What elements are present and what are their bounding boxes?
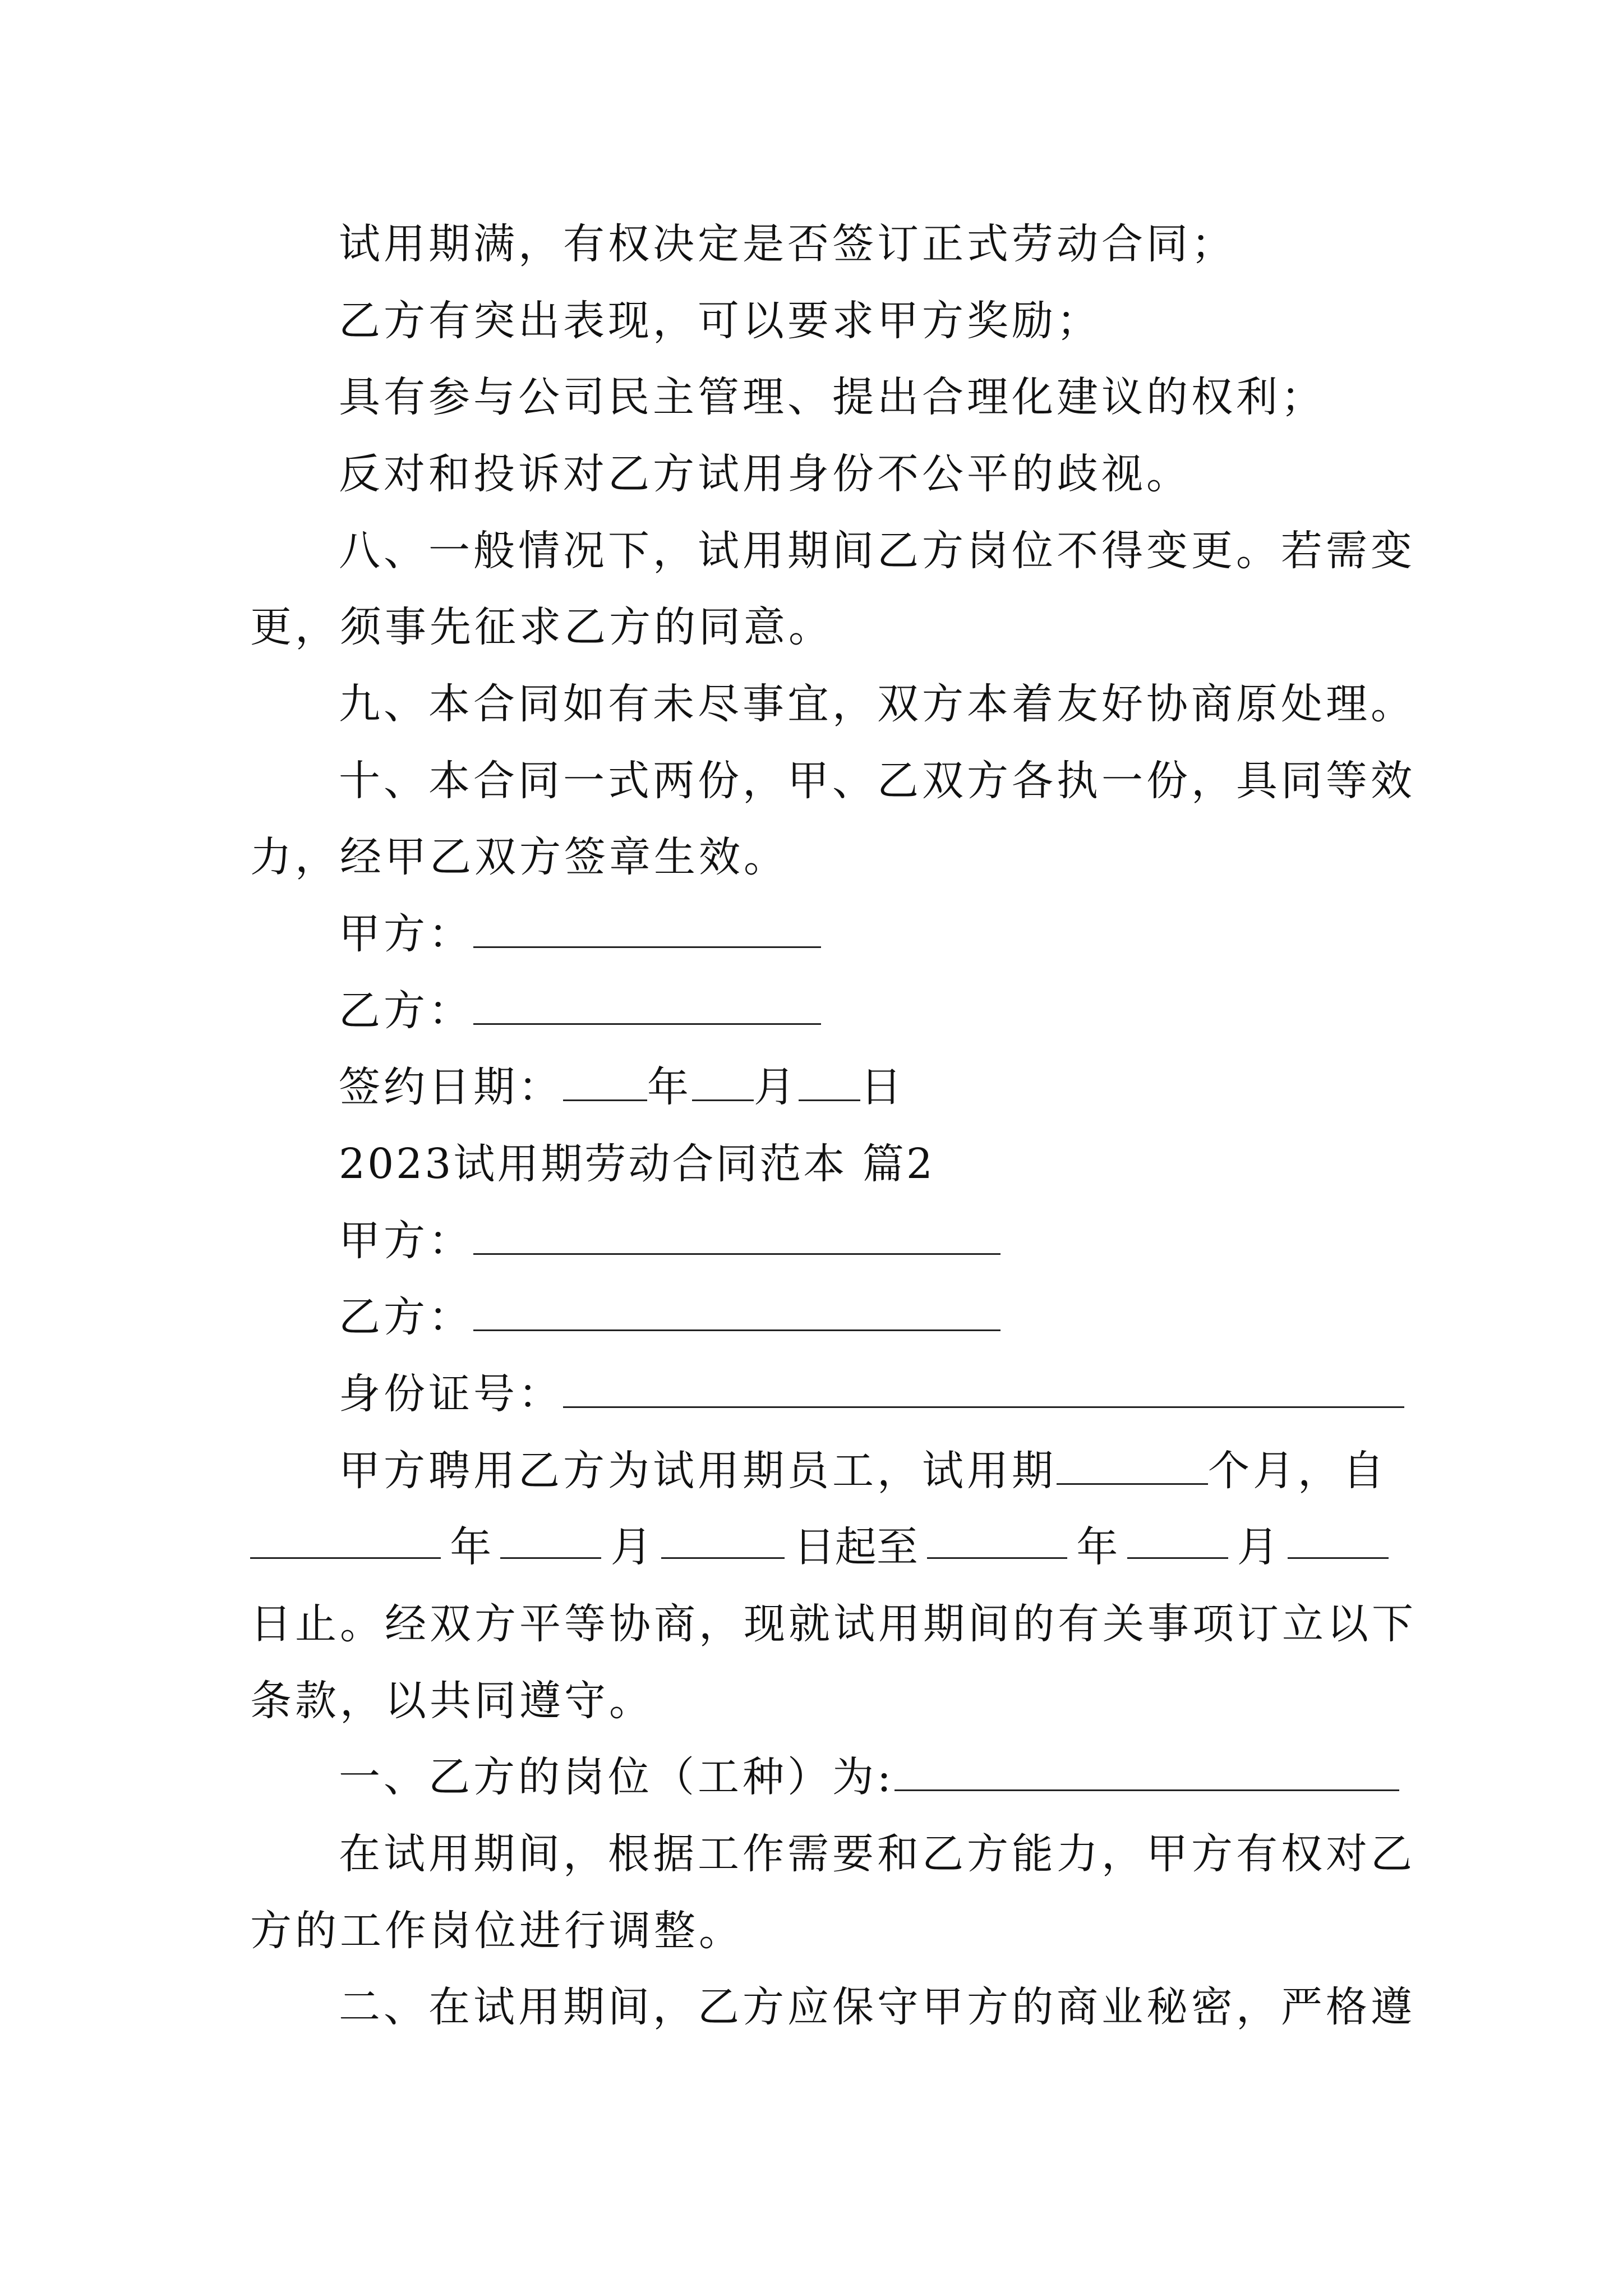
signature-party-a <box>339 906 1389 962</box>
probation-period-line <box>339 1443 1389 1499</box>
sign-date <box>339 1059 1389 1115</box>
text-line: 九、本合同如有未尽事宜，双方本着友好协商原处理。 <box>339 680 1415 728</box>
text-line: 力，经甲乙双方签章生效。 <box>250 833 789 881</box>
sign-date-day-blank[interactable] <box>799 1061 860 1101</box>
start-year-blank[interactable] <box>250 1519 441 1559</box>
signature-party-b <box>339 983 1389 1039</box>
id-number-blank[interactable] <box>563 1368 1404 1408</box>
text-line: 二、在试用期间，乙方应保守甲方的商业秘密，严格遵 <box>339 1983 1415 2031</box>
signature-party-b-label: 乙方： <box>339 987 473 1035</box>
end-month-label: 月 <box>1237 1523 1279 1571</box>
sign-date-year-label: 年 <box>647 1063 692 1111</box>
end-year-blank[interactable] <box>927 1519 1067 1559</box>
party-a-field <box>339 1213 1389 1269</box>
text-line: 更，须事先征求乙方的同意。 <box>250 603 833 651</box>
signature-party-a-label: 甲方： <box>339 910 473 958</box>
party-b-label: 乙方： <box>339 1293 473 1341</box>
end-year-label: 年 <box>1076 1523 1118 1571</box>
post-label: 一、乙方的岗位（工种）为: <box>339 1753 895 1801</box>
end-day-blank[interactable] <box>1288 1519 1389 1559</box>
from-to-label: 日起至 <box>793 1523 918 1571</box>
probation-months-blank[interactable] <box>1057 1445 1208 1485</box>
text-line: 乙方有突出表现，可以要求甲方奖励； <box>339 297 1101 345</box>
party-b-field <box>339 1289 1389 1345</box>
text-line: 条款，以共同遵守。 <box>250 1677 654 1725</box>
text-line: 具有参与公司民主管理、提出合理化建议的权利； <box>339 373 1326 421</box>
signature-party-a-blank[interactable] <box>473 908 821 948</box>
probation-text: 个月，自 <box>1208 1447 1387 1495</box>
start-month-label: 月 <box>610 1523 652 1571</box>
party-a-label: 甲方： <box>339 1217 473 1265</box>
id-number-field <box>339 1366 1389 1422</box>
party-b-blank[interactable] <box>473 1291 1000 1331</box>
text-line: 十、本合同一式两份，甲、乙双方各执一份，具同等效 <box>339 757 1415 805</box>
sign-date-month-blank[interactable] <box>692 1061 754 1101</box>
sign-date-day-label: 日 <box>860 1063 905 1111</box>
start-month-blank[interactable] <box>500 1519 601 1559</box>
text-line: 方的工作岗位进行调整。 <box>250 1907 744 1955</box>
sign-date-label: 签约日期： <box>339 1063 563 1111</box>
probation-text: 甲方聘用乙方为试用期员工，试用期 <box>339 1447 1057 1495</box>
post-field <box>339 1749 1389 1805</box>
text-line: 日止。经双方平等协商，现就试用期间的有关事项订立以下 <box>250 1600 1417 1648</box>
section-title: 2023试用期劳动合同范本 篇2 <box>339 1140 935 1188</box>
signature-party-b-blank[interactable] <box>473 985 821 1025</box>
start-day-blank[interactable] <box>661 1519 785 1559</box>
id-number-label: 身份证号： <box>339 1370 563 1418</box>
post-blank[interactable] <box>895 1751 1399 1791</box>
sign-date-year-blank[interactable] <box>563 1061 647 1101</box>
end-month-blank[interactable] <box>1127 1519 1228 1559</box>
text-line: 试用期满，有权决定是否签订正式劳动合同； <box>339 220 1236 268</box>
text-line: 八、一般情况下，试用期间乙方岗位不得变更。若需变 <box>339 527 1415 575</box>
text-line: 反对和投诉对乙方试用身份不公平的歧视。 <box>339 450 1191 498</box>
party-a-blank[interactable] <box>473 1215 1000 1255</box>
start-year-label: 年 <box>450 1523 492 1571</box>
probation-dates-line <box>250 1519 1389 1575</box>
text-line: 在试用期间，根据工作需要和乙方能力，甲方有权对乙 <box>339 1830 1415 1878</box>
sign-date-month-label: 月 <box>754 1063 799 1111</box>
